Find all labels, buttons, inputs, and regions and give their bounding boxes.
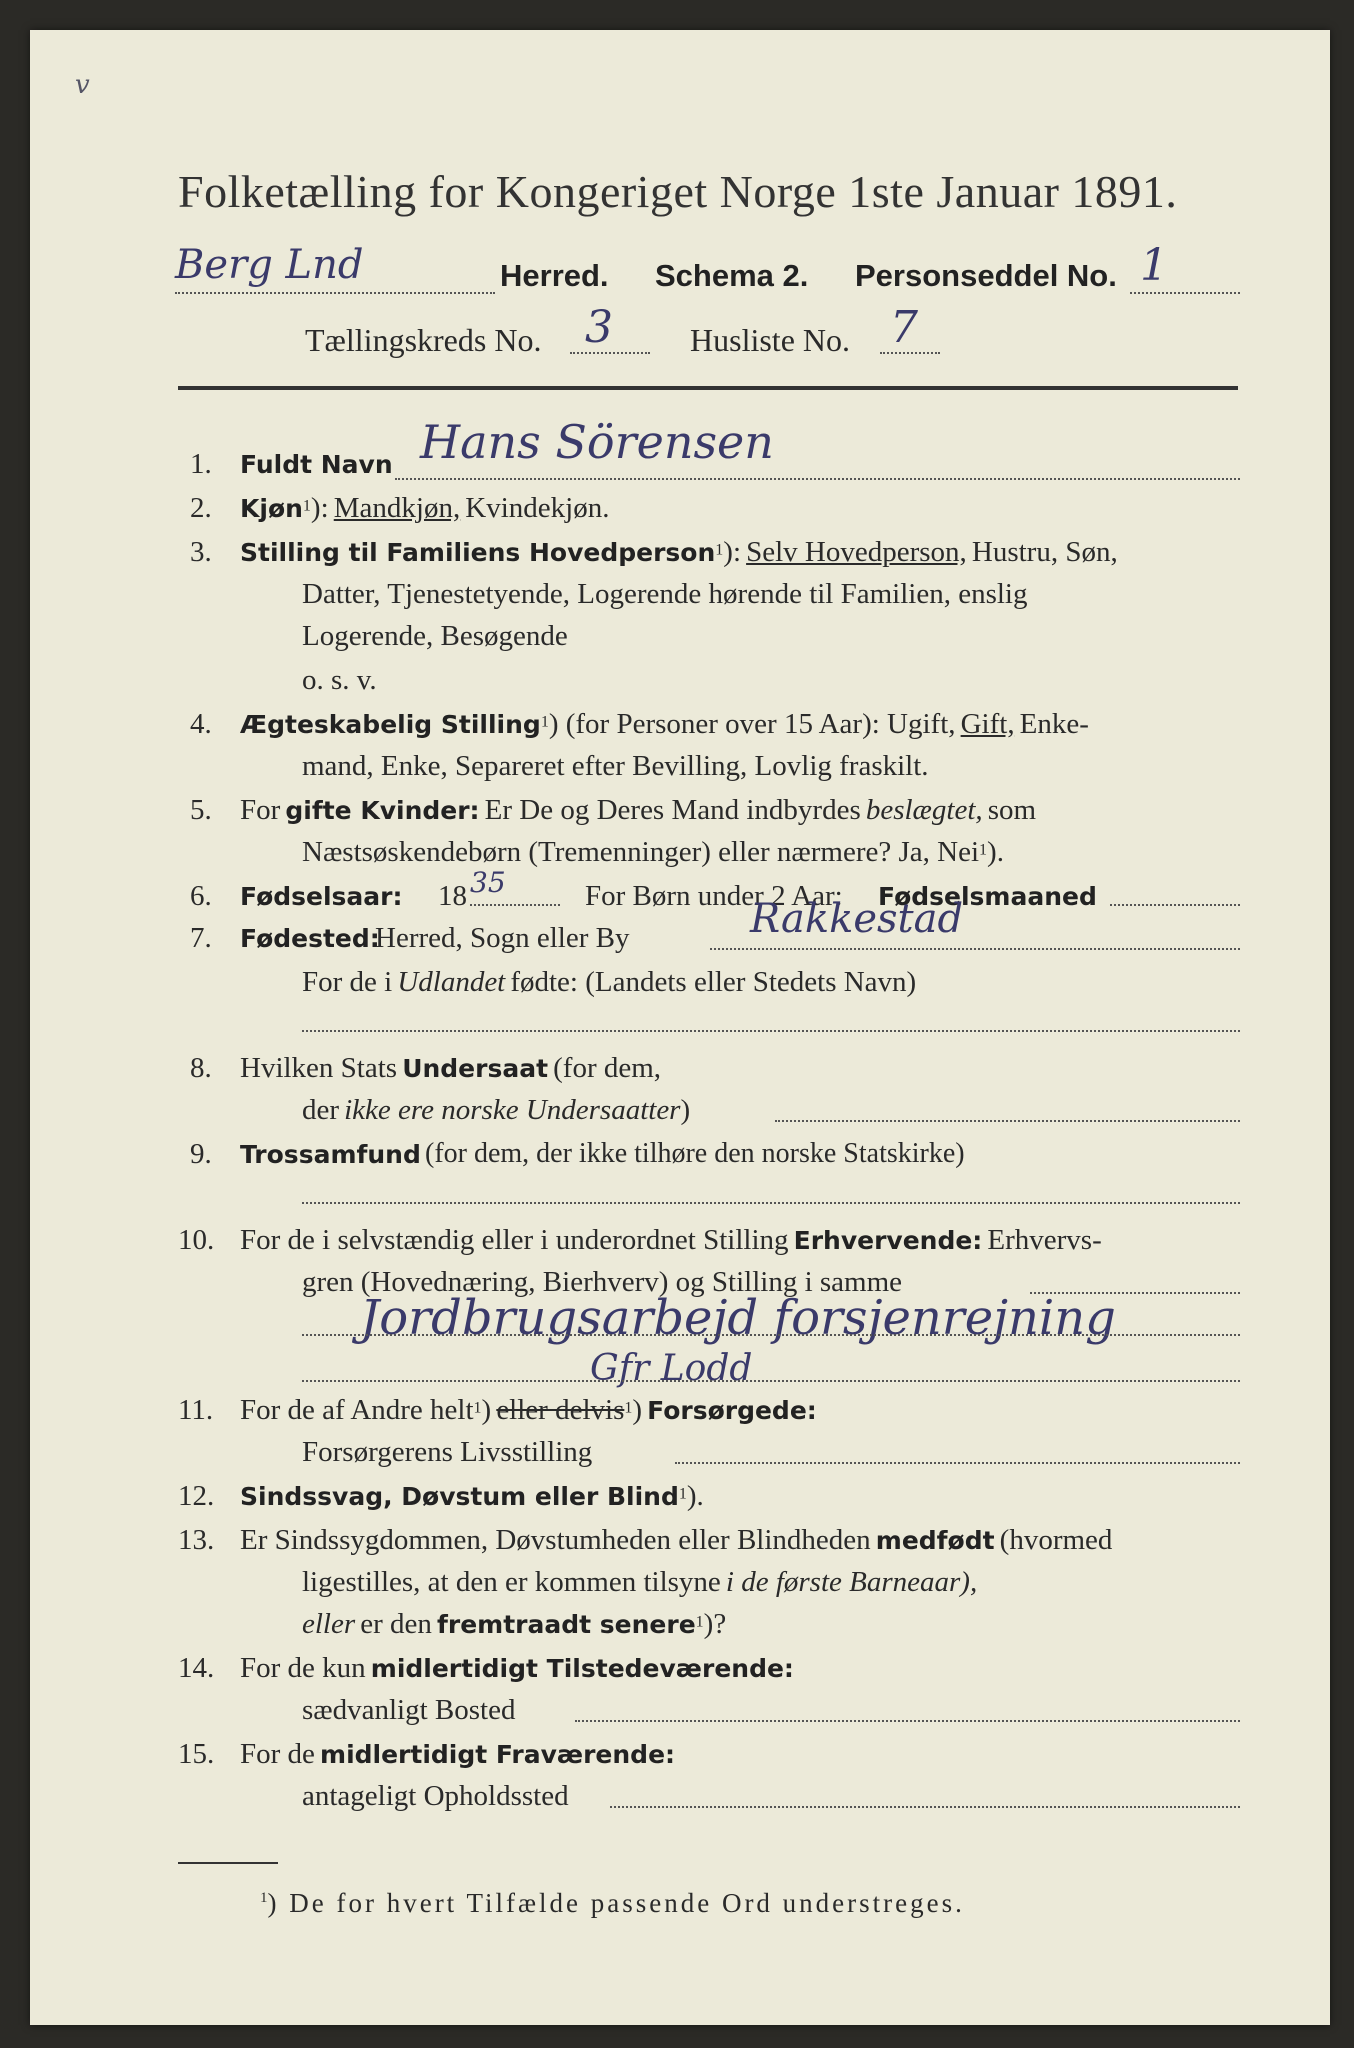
item-number: 3. <box>190 536 212 568</box>
naestsoskende-text: Næstsøskendebørn (Tremenninger) eller nærmere? Ja, Nei <box>302 836 980 868</box>
husliste-number-handwritten: 7 <box>890 302 918 353</box>
personseddel-number-handwritten: 1 <box>1140 240 1168 291</box>
kvindekjon-option: Kvindekjøn. <box>465 492 610 524</box>
fodselsaar-label: Fødselsaar: <box>240 882 403 911</box>
der-word: der <box>302 1094 340 1126</box>
erhvervende-label: Erhvervende: <box>793 1226 983 1255</box>
aegteskab-text: ) (for Personer over 15 Aar): Ugift, <box>548 708 956 740</box>
fravaerende-row <box>240 1738 675 1771</box>
fodselsaar-dotted-line <box>470 904 560 906</box>
er-den-text: er den <box>360 1608 432 1640</box>
item-number: 12. <box>178 1480 215 1512</box>
erhverv-text: For de i selvstændig eller i underordnet Stilling <box>240 1224 789 1256</box>
undersaat-pre: Hvilken Stats <box>240 1052 398 1084</box>
forsorgede-label: Forsørgede: <box>647 1396 817 1425</box>
udlandet-word: Udlandet <box>397 966 506 998</box>
herred-handwritten: Berg Lnd <box>175 242 364 288</box>
ligestilles-text: ligestilles, at den er kommen tilsyne <box>302 1566 721 1598</box>
fodested-label: Fødested: <box>240 924 380 953</box>
udlandet-dotted-line <box>302 1030 1240 1032</box>
livsstilling-dotted-line <box>675 1462 1240 1464</box>
trossamfund-text: (for dem, der ikke tilhøre den norske Statskirke) <box>425 1138 965 1169</box>
erhverv-handwritten-1: Jordbrugsarbejd forsjenrejning <box>360 1290 1116 1346</box>
ikke-norske-text: ikke ere norske Undersaatter <box>344 1094 681 1126</box>
item-number: 9. <box>190 1138 212 1170</box>
gifte-kvinder-line2 <box>302 836 1004 869</box>
item-number: 2. <box>190 492 212 524</box>
end-punct: ). <box>987 836 1004 868</box>
herred-dotted-line <box>175 292 495 294</box>
footnote-ref: 1 <box>473 1399 482 1417</box>
fodselsmaaned-dotted-line <box>1110 904 1240 906</box>
undersaat-row <box>240 1052 661 1085</box>
end-punct: )? <box>703 1608 727 1640</box>
udlandet-pre: For de i <box>302 966 393 998</box>
stilling-options-1: Hustru, Søn, <box>971 536 1118 568</box>
medfodt-text: Er Sindssygdommen, Døvstumheden eller Blindheden <box>240 1524 871 1556</box>
colon: ): <box>723 536 741 568</box>
fuldt-navn-label: Fuldt Navn <box>240 450 393 479</box>
kreds-number-handwritten: 3 <box>585 302 613 353</box>
kreds-dotted-line <box>570 352 650 354</box>
stilling-options-2: Datter, Tjenestetyende, Logerende hørende til Familien, enslig <box>302 578 1028 610</box>
close-paren: ) <box>680 1094 691 1126</box>
schema-label: Schema 2. <box>655 258 809 293</box>
item-number: 6. <box>190 880 212 912</box>
item-number: 5. <box>190 794 212 826</box>
erhverv-dotted-line-3 <box>302 1380 1240 1382</box>
trossamfund-dotted-line <box>302 1202 1240 1204</box>
gifte-kvinder-row <box>240 794 1036 827</box>
fremtraadt-senere-label: fremtraadt senere <box>437 1610 696 1639</box>
kjon-row <box>240 492 609 525</box>
antageligt-opholdssted: antageligt Opholdssted <box>302 1780 569 1812</box>
enke-option: Enke- <box>1019 708 1089 740</box>
fodested-dotted-line <box>710 948 1240 950</box>
aegteskab-options-2: mand, Enke, Separeret efter Bevilling, Lovlig fraskilt. <box>302 750 929 782</box>
erhvervs-word: Erhvervs- <box>987 1224 1102 1256</box>
item-number: 4. <box>190 708 212 740</box>
medfodt-label: medfødt <box>875 1526 995 1555</box>
stilling-options-3: Logerende, Besøgende <box>302 620 568 652</box>
trossamfund-label: Trossamfund <box>240 1140 421 1169</box>
kjon-label: Kjøn <box>240 494 303 523</box>
census-form-sheet <box>30 30 1330 2025</box>
tilstedevaerende-label: midlertidigt Tilstedeværende: <box>370 1654 794 1683</box>
bosted-dotted-line <box>575 1720 1240 1722</box>
footnote-ref: 1 <box>624 1399 633 1417</box>
footnote-ref: 1 <box>678 1485 687 1503</box>
herred-label: Herred. <box>500 258 609 293</box>
forste-barneaar-text: i de første Barneaar), <box>725 1566 978 1598</box>
item-number: 7. <box>190 922 212 954</box>
udlandet-row <box>302 966 916 999</box>
sindssvag-row <box>240 1480 704 1513</box>
item-number: 14. <box>178 1652 215 1684</box>
medfodt-line2 <box>302 1566 977 1599</box>
item-number: 11. <box>178 1394 214 1426</box>
footnote-ref: 1 <box>302 497 311 515</box>
eller-word: eller <box>302 1608 356 1640</box>
item-number: 13. <box>178 1524 215 1556</box>
footnote-ref: 1 <box>540 713 549 731</box>
footnote-ref: 1 <box>979 841 988 859</box>
gifte-kvinder-label: gifte Kvinder: <box>285 796 480 825</box>
mandkjon-selected: Mandkjøn, <box>333 492 461 524</box>
husliste-label: Husliste No. <box>690 322 850 358</box>
fodested-text: Herred, Sogn eller By <box>375 922 630 954</box>
forsorgerens-livsstilling: Forsørgerens Livsstilling <box>302 1436 593 1468</box>
gift-selected: Gift, <box>960 708 1015 740</box>
colon: ): <box>310 492 329 524</box>
end-punct: ). <box>686 1480 704 1512</box>
forsorgede-row: For de af Andre helt$^1$) eller delvis$^1$) Forsørgede: <box>240 1394 817 1426</box>
undersaat-line2 <box>302 1094 690 1127</box>
tilstedevaerende-row <box>240 1652 794 1685</box>
gifte-kvinder-text: Er De og Deres Mand indbyrdes <box>484 794 861 826</box>
item-number: 10. <box>178 1224 215 1256</box>
kreds-label: Tællingskreds No. <box>305 322 542 358</box>
fodested-handwritten: Rakkestad <box>750 896 964 942</box>
tilstedevaerende-pre: For de kun <box>240 1652 366 1684</box>
footnote-ref: 1 <box>715 541 724 559</box>
aegteskab-label: Ægteskabelig Stilling <box>240 710 541 739</box>
corner-check-mark: v <box>75 70 90 100</box>
medfodt-row <box>240 1524 1112 1557</box>
sindssvag-label: Sindssvag, Døvstum eller Blind <box>240 1482 679 1511</box>
name-handwritten: Hans Sörensen <box>420 415 774 469</box>
footnote <box>260 1888 965 1919</box>
udlandet-text: fødte: (Landets eller Stedets Navn) <box>510 966 917 998</box>
stilling-label: Stilling til Familiens Hovedperson <box>240 538 716 567</box>
fravaerende-pre: For de <box>240 1738 315 1770</box>
undersaat-text: (for dem, <box>553 1052 662 1084</box>
erhverv-handwritten-2: Gfr Lodd <box>590 1348 753 1389</box>
aegteskab-row <box>240 708 1089 741</box>
opholdssted-dotted-line <box>610 1806 1240 1808</box>
medfodt-line3 <box>302 1608 726 1641</box>
footnote-ref: 1 <box>695 1613 704 1631</box>
item-number: 1. <box>190 448 212 480</box>
fodselsaar-handwritten: 35 <box>470 866 506 899</box>
husliste-dotted-line <box>880 352 940 354</box>
undersaat-label: Undersaat <box>402 1054 549 1083</box>
born-under-2-text: For Børn under 2 Aar: <box>585 880 843 912</box>
undersaat-dotted-line <box>775 1120 1240 1122</box>
fodselsmaaned-label: Fødselsmaaned <box>878 882 1097 911</box>
footnote-mark: 1 <box>260 1890 268 1906</box>
footnote-rule <box>178 1862 278 1864</box>
stilling-options-4: o. s. v. <box>302 664 377 696</box>
name-dotted-line <box>395 478 1240 480</box>
hvormed-word: (hvormed <box>999 1524 1113 1556</box>
personseddel-label: Personseddel No. <box>855 258 1117 293</box>
erhverv-dotted-line-2 <box>302 1334 1240 1336</box>
eller-delvis-struck: eller delvis <box>496 1394 625 1426</box>
fodselsaar-prefix: 18 <box>438 880 467 912</box>
for-word: For <box>240 794 281 826</box>
beslaegtet-word: beslægtet, <box>865 794 983 826</box>
footnote-text: ) De for hvert Tilfælde passende Ord understreges. <box>267 1888 965 1918</box>
erhverv-line2: gren (Hovednæring, Bierhverv) og Stilling i samme <box>302 1266 903 1298</box>
som-word: som <box>987 794 1037 826</box>
form-title: Folketælling for Kongeriget Norge 1ste Januar 1891. <box>178 166 1178 217</box>
fravaerende-label: midlertidigt Fraværende: <box>320 1740 676 1769</box>
header-rule <box>178 386 1238 390</box>
selv-hovedperson-selected: Selv Hovedperson, <box>746 536 967 568</box>
erhverv-row <box>240 1224 1102 1257</box>
forsorgede-text: For de af Andre helt <box>240 1394 474 1426</box>
stilling-row <box>240 536 1118 569</box>
saedvanligt-bosted: sædvanligt Bosted <box>302 1694 516 1726</box>
item-number: 15. <box>178 1738 215 1770</box>
personseddel-dotted-line <box>1130 292 1240 294</box>
item-number: 8. <box>190 1052 212 1084</box>
